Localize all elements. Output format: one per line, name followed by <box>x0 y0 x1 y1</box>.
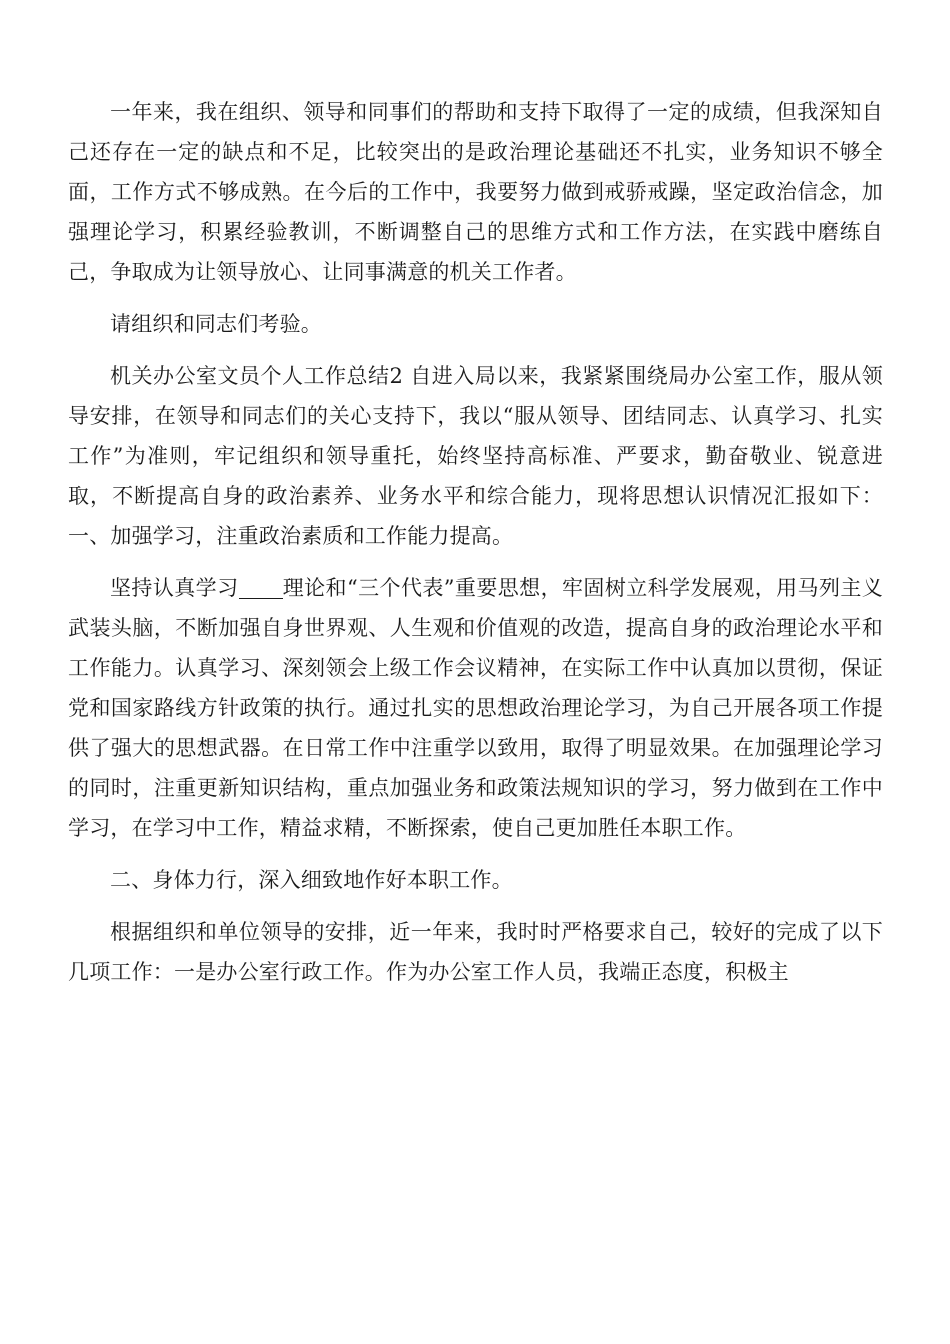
section-heading-2: 二、身体力行，深入细致地作好本职工作。 <box>110 868 513 892</box>
blank-underline <box>239 597 283 599</box>
paragraph-6: 根据组织和单位领导的安排，近一年来，我时时严格要求自己，较好的完成了以下几项工作：一是办公室行政工作。作为办公室工作人员，我端正态度，积极主 <box>68 920 883 984</box>
paragraph-1: 一年来，我在组织、领导和同事们的帮助和支持下取得了一定的成绩，但我深知自己还存在一定的缺点和不足，比较突出的是政治理论基础还不扎实，业务知识不够全面，工作方式不够成熟。在今后的工作中，我要努力做到戒骄戒躁，坚定政治信念，加强理论学习，积累经验教训，不断调整自己的思维方式和工作方法，在实践中磨练自己，争取成为让领导放心、让同事满意的机关工作者。 <box>68 100 883 284</box>
paragraph-4 <box>68 568 883 848</box>
paragraph-4-after-blank: 理论和“三个代表”重要思想，牢固树立科学发展观，用马列主义武装头脑，不断加强自身世界观、人生观和价值观的改造，提高自身的政治理论水平和工作能力。认真学习、深刻领会上级工作会议精神，在实际工作中认真加以贯彻，保证党和国家路线方针政策的执行。通过扎实的思想政治理论学习，为自己开展各项工作提供了强大的思想武器。在日常工作中注重学以致用，取得了明显效果。在加强理论学习的同时，注重更新知识结构，重点加强业务和政策法规知识的学习，努力做到在工作中学习，在学习中工作，精益求精，不断探索，使自己更加胜任本职工作。 <box>68 576 883 840</box>
paragraph-3: 机关办公室文员个人工作总结2 自进入局以来，我紧紧围绕局办公室工作，服从领导安排，在领导和同志们的关心支持下，我以“服从领导、团结同志、认真学习、扎实工作”为准则，牢记组织和领导重托，始终坚持高标准、严要求，勤奋敬业、锐意进取，不断提高自身的政治素养、业务水平和综合能力，现将思想认识情况汇报如下： 一、加强学习，注重政治素质和工作能力提高。 <box>68 364 883 548</box>
paragraph-2: 请组织和同志们考验。 <box>110 312 322 336</box>
paragraph-4-before-blank: 坚持认真学习 <box>110 576 239 600</box>
document-body <box>68 92 883 1004</box>
